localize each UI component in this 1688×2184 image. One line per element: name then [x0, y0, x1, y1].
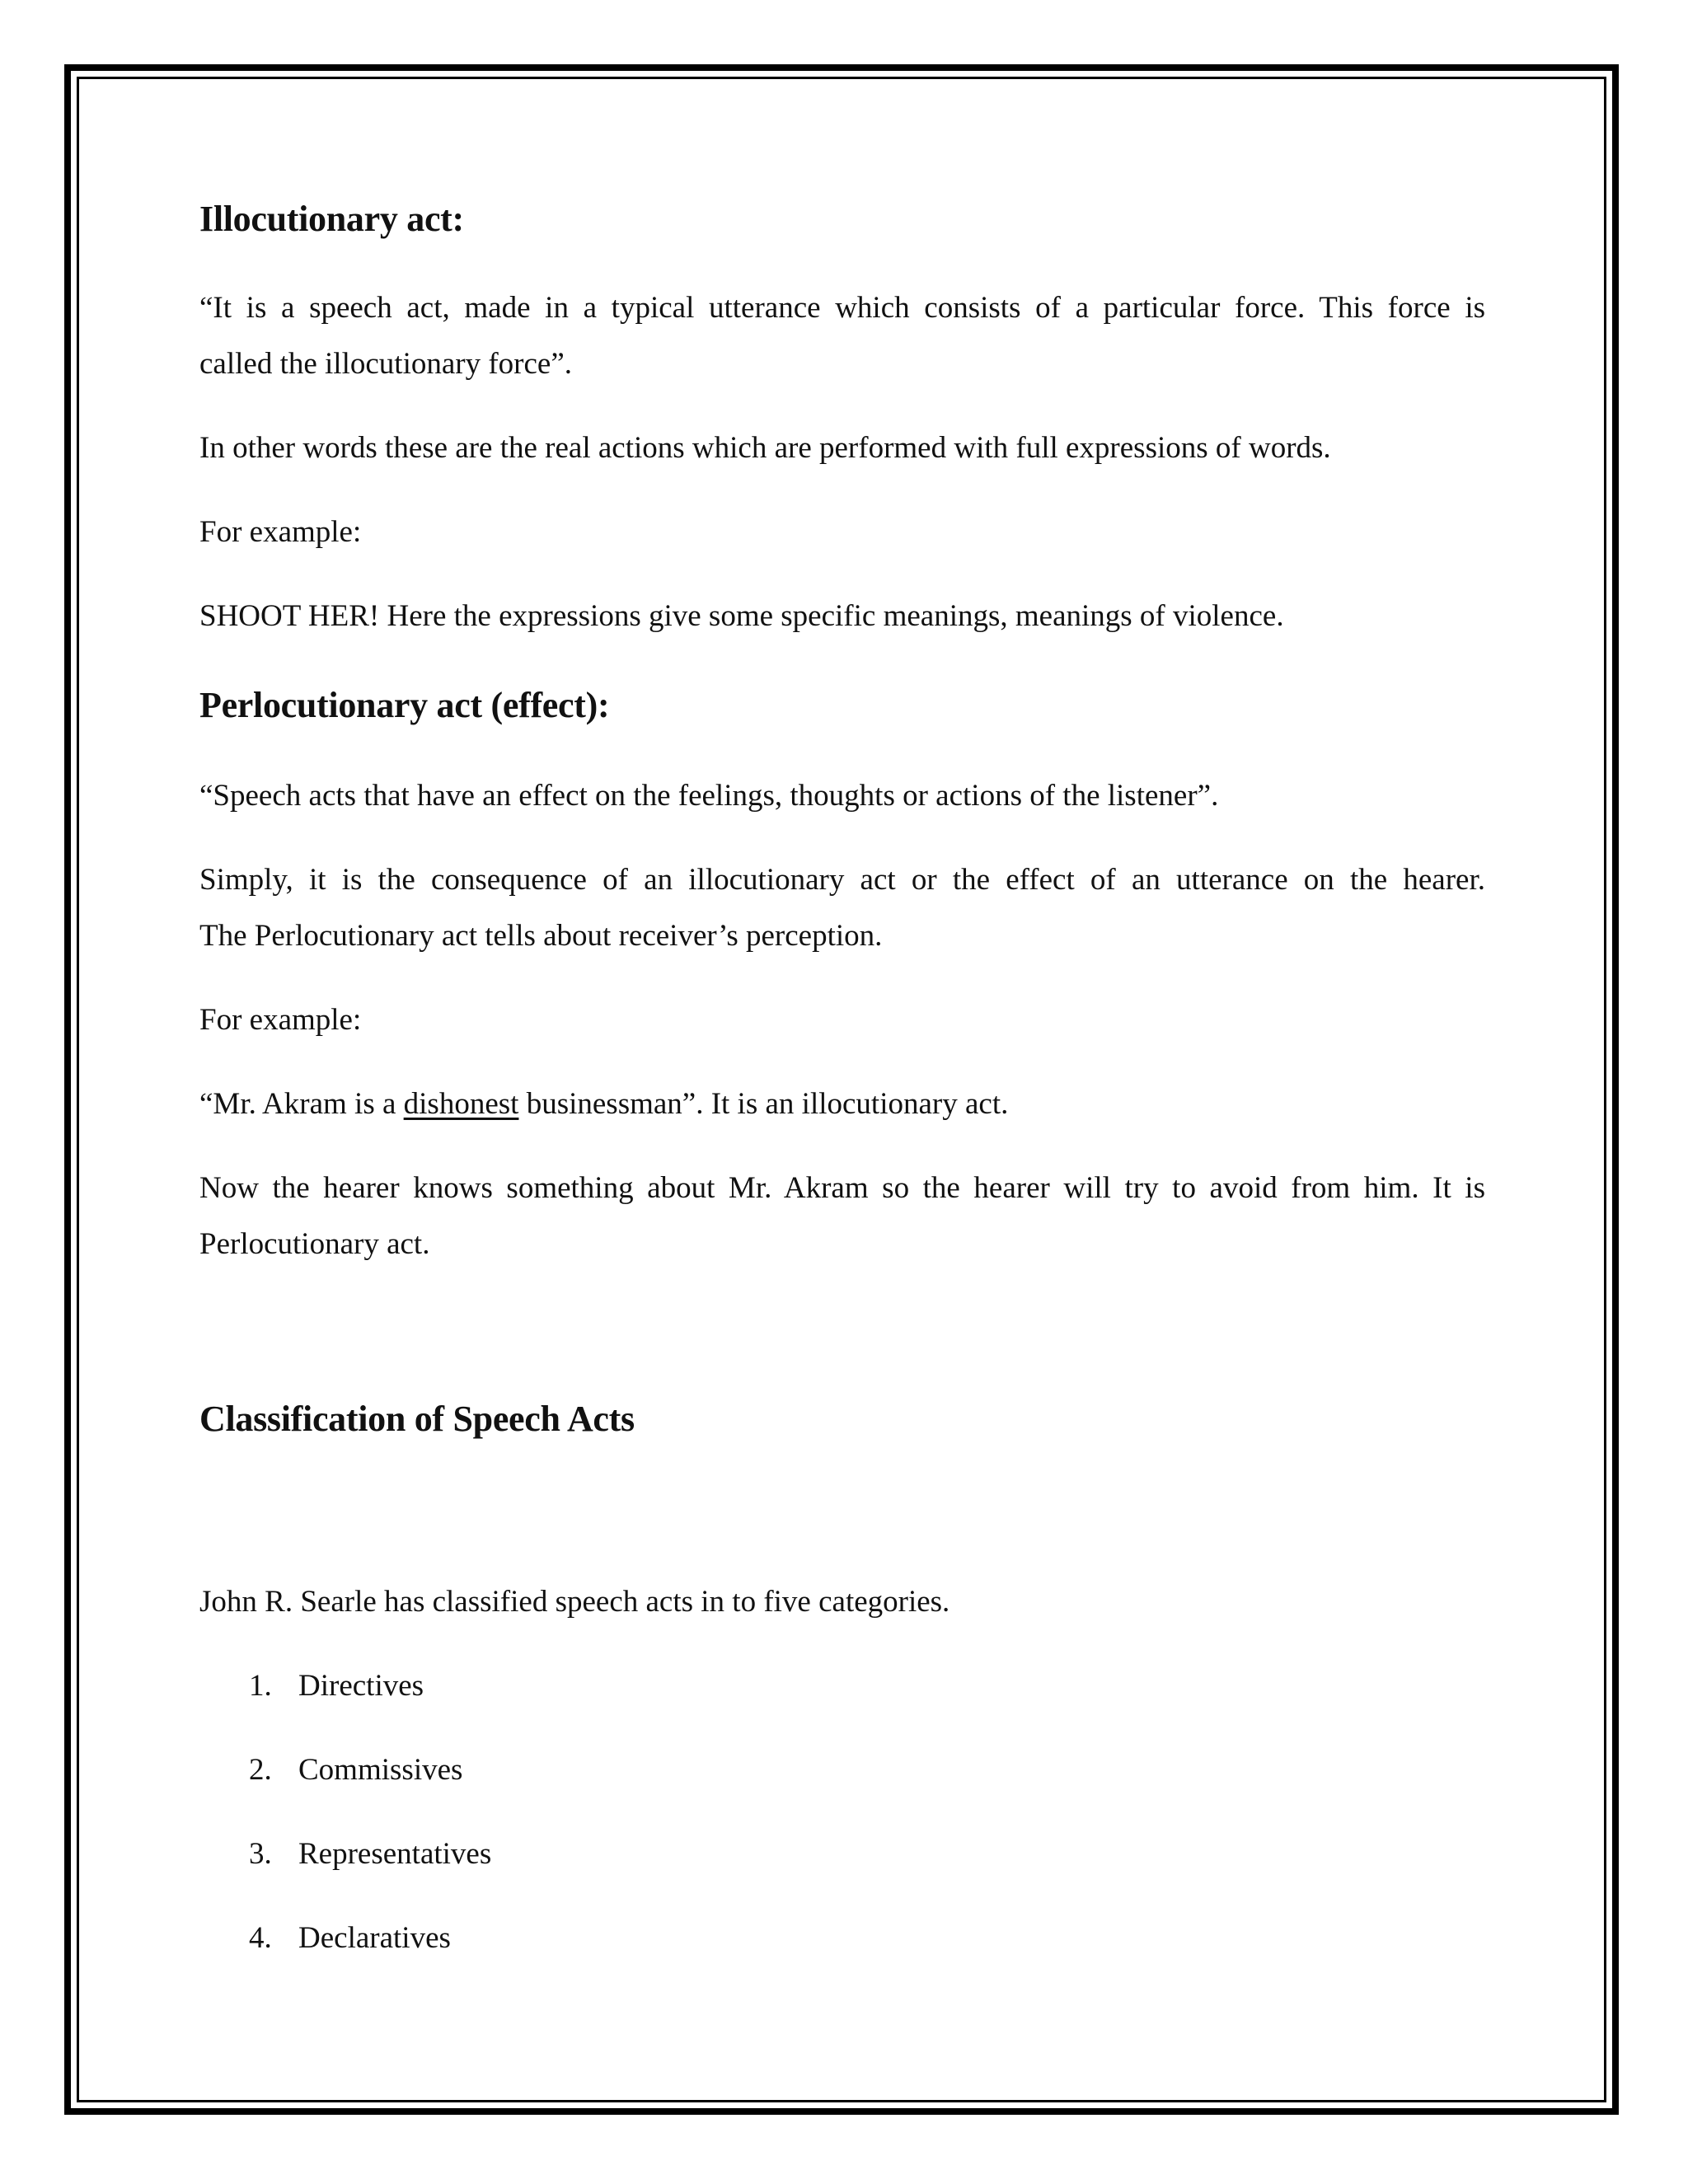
perlocutionary-hearer-line-2: Perlocutionary act. — [199, 1227, 430, 1261]
perlocutionary-example-text — [199, 1086, 1008, 1122]
perlocutionary-simply-line-2: The Perlocutionary act tells about receiver’s perception. — [199, 919, 883, 953]
list-item-label: Commissives — [298, 1753, 463, 1787]
illocutionary-other-words: In other words these are the real actions which are performed with full expressions of words. — [199, 431, 1331, 465]
list-item-number: 1. — [249, 1669, 272, 1703]
example-underlined-word: dishonest — [403, 1087, 519, 1121]
illocutionary-definition-line-2: called the illocutionary force”. — [199, 347, 573, 381]
perlocutionary-example-label: For example: — [199, 1003, 362, 1037]
perlocutionary-definition: “Speech acts that have an effect on the feelings, thoughts or actions of the listener”. — [199, 779, 1219, 813]
illocutionary-example-label: For example: — [199, 515, 362, 549]
list-item-label: Declaratives — [298, 1921, 451, 1955]
perlocutionary-simply-line-1: Simply, it is the consequence of an illocutionary act or the effect of an utterance on the hearer. — [199, 863, 1485, 897]
illocutionary-example-text: SHOOT HER! Here the expressions give some specific meanings, meanings of violence. — [199, 599, 1284, 633]
heading-classification: Classification of Speech Acts — [199, 1399, 635, 1439]
classification-intro: John R. Searle has classified speech acts in to five categories. — [199, 1585, 950, 1619]
illocutionary-definition-line-1: “It is a speech act, made in a typical utterance which consists of a particular force. This force is — [199, 291, 1485, 325]
heading-illocutionary-act: Illocutionary act: — [199, 199, 464, 239]
example-quote-end: businessman”. It is an illocutionary act. — [518, 1087, 1009, 1121]
heading-perlocutionary-act: Perlocutionary act (effect): — [199, 685, 610, 725]
list-item-label: Directives — [298, 1669, 424, 1703]
list-item-number: 2. — [249, 1753, 272, 1787]
list-item-number: 3. — [249, 1837, 272, 1871]
list-item-number: 4. — [249, 1921, 272, 1955]
list-item-label: Representatives — [298, 1837, 492, 1871]
perlocutionary-hearer-line-1: Now the hearer knows something about Mr. Akram so the hearer will try to avoid from him. It is — [199, 1171, 1485, 1205]
example-quote-start: “Mr. Akram is a — [199, 1087, 404, 1121]
